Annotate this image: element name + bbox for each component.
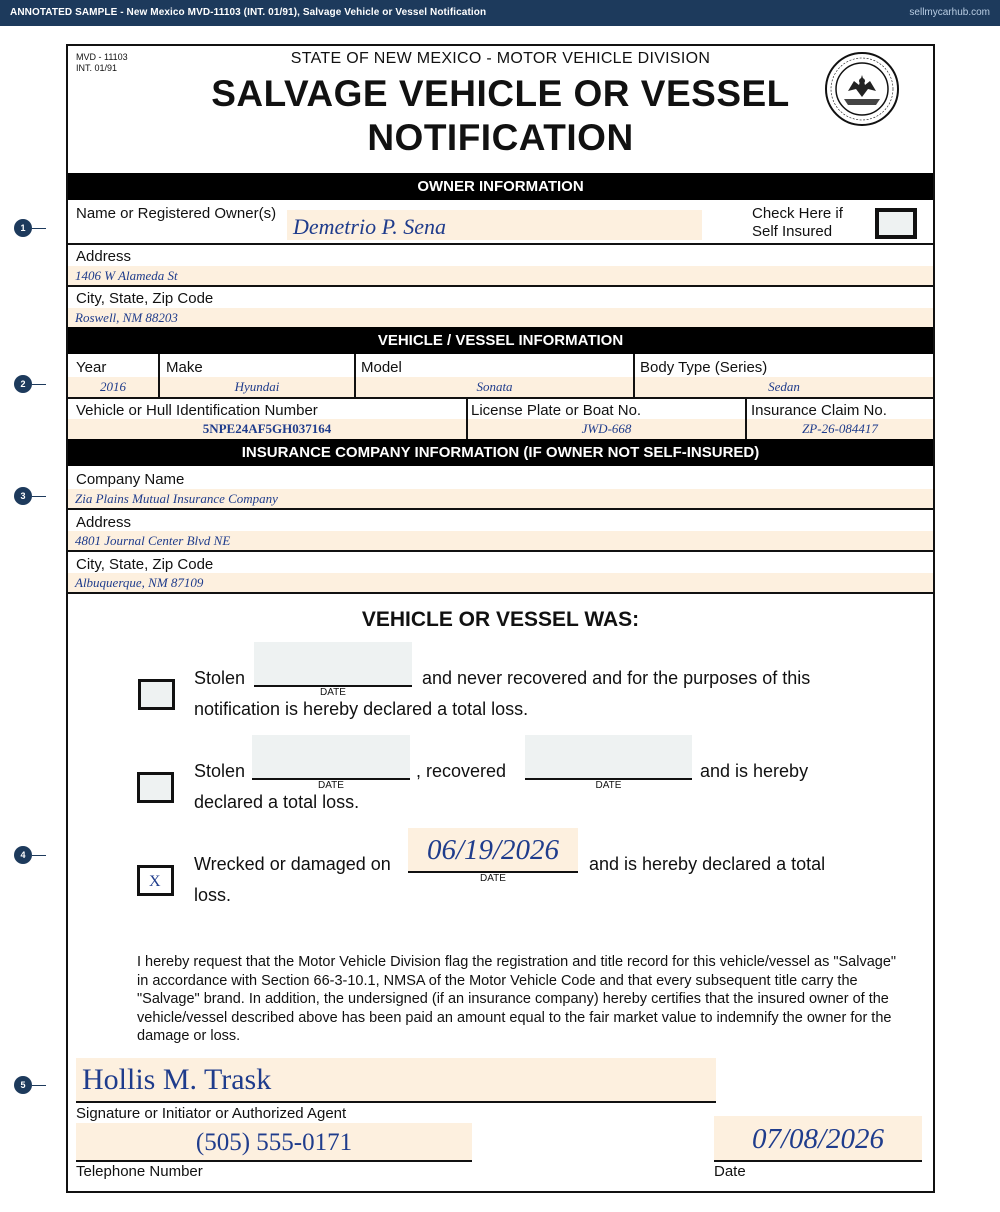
sign-date-label: Date — [714, 1163, 746, 1180]
marker-connector — [32, 496, 46, 497]
company-city-label: City, State, Zip Code — [76, 556, 214, 573]
certification-text: I hereby request that the Motor Vehicle Division flag the registration and title record for this vehicle/vessel as "Salvage" in accordance with Section 66-3-10.1, NMSA of the Motor Vehicle Code and that every subsequent title carry the "Salvage" brand. In addition, the undersigned (if an insurance company) hereby certifies that the insured owner of the vehicle/vessel described above has been paid an amount equal to the fair market value to indemnify the owner for the damage or loss. — [137, 954, 897, 1045]
phone-label: Telephone Number — [76, 1163, 203, 1180]
form-title-line2: NOTIFICATION — [367, 117, 634, 158]
annotation-marker-4: 4 — [14, 846, 32, 864]
model-label: Model — [361, 359, 402, 376]
company-city-value: Albuquerque, NM 87109 — [75, 575, 204, 590]
vin-label: Vehicle or Hull Identification Number — [76, 402, 318, 419]
recovered-date-field[interactable] — [525, 735, 692, 779]
option1-continuation: and never recovered and for the purposes of this — [422, 668, 811, 688]
stolen-recovered-checkbox[interactable] — [137, 772, 174, 803]
annotation-marker-3: 3 — [14, 487, 32, 505]
self-insured-checkbox[interactable] — [875, 208, 917, 239]
marker-connector — [32, 384, 46, 385]
checkbox-mark: X — [149, 873, 161, 890]
option3-continuation: and is hereby declared a total — [589, 854, 826, 874]
damage-date-value: 06/19/2026 — [426, 834, 560, 866]
company-address-value: 4801 Journal Center Blvd NE — [75, 533, 231, 548]
salvage-notification-form — [66, 44, 935, 1193]
stolen-not-recovered-checkbox[interactable] — [138, 679, 175, 710]
option2-line2: declared a total loss. — [194, 792, 360, 812]
annotation-marker-1: 1 — [14, 219, 32, 237]
annotation-marker-2: 2 — [14, 375, 32, 393]
annotation-marker-5: 5 — [14, 1076, 32, 1094]
state-seal-icon — [824, 51, 900, 127]
option3-text: Wrecked or damaged on — [194, 854, 391, 874]
year-value: 2016 — [100, 379, 126, 394]
self-insured-label: Check Here if Self Insured — [752, 205, 843, 240]
signature-value: Hollis M. Trask — [82, 1063, 272, 1096]
make-value: Hyundai — [234, 379, 280, 394]
divider — [68, 397, 933, 399]
option1-line2: notification is hereby declared a total loss. — [194, 699, 529, 719]
divider — [68, 243, 933, 245]
divider — [68, 285, 933, 287]
owner-city-label: City, State, Zip Code — [76, 290, 214, 307]
vin-value: 5NPE24AF5GH037164 — [202, 421, 332, 436]
date-caption: DATE — [595, 780, 622, 791]
company-address-label: Address — [76, 514, 132, 531]
claim-value: ZP-26-084417 — [802, 421, 878, 436]
signature-label: Signature or Initiator or Authorized Agent — [76, 1105, 347, 1122]
divider — [68, 508, 933, 510]
stolen-date-field-2[interactable] — [252, 735, 410, 779]
model-value: Sonata — [476, 379, 513, 394]
body-type-value: Sedan — [768, 379, 800, 394]
vehicle-section-header: VEHICLE / VESSEL INFORMATION — [68, 327, 933, 354]
divider — [68, 550, 933, 552]
form-title-line1: SALVAGE VEHICLE OR VESSEL — [211, 73, 790, 114]
make-label: Make — [166, 359, 203, 376]
date-caption: DATE — [320, 687, 346, 698]
agency-name: STATE OF NEW MEXICO - MOTOR VEHICLE DIVISION — [290, 50, 711, 67]
banner-site-link[interactable]: sellmycarhub.com — [909, 7, 990, 18]
plate-value: JWD-668 — [581, 421, 632, 436]
phone-value: (505) 555-0171 — [195, 1129, 353, 1156]
owner-city-value: Roswell, NM 88203 — [75, 310, 178, 325]
annotation-banner — [0, 0, 1000, 26]
option2-continuation: and is hereby — [700, 761, 809, 781]
company-name-label: Company Name — [76, 471, 185, 488]
stolen-date-field[interactable] — [254, 642, 412, 686]
divider — [68, 592, 933, 594]
option3-line2: loss. — [194, 885, 232, 905]
marker-connector — [32, 855, 46, 856]
banner-title: ANNOTATED SAMPLE - New Mexico MVD-11103 (INT. 01/91), Salvage Vehicle or Vessel Notification — [10, 7, 487, 18]
sign-date-underline — [714, 1160, 922, 1162]
signature-underline — [76, 1101, 716, 1103]
sign-date-value: 07/08/2026 — [751, 1123, 885, 1155]
owner-name-value: Demetrio P. Sena — [293, 214, 446, 239]
date-caption: DATE — [480, 873, 506, 884]
claim-label: Insurance Claim No. — [751, 402, 887, 419]
owner-city-field[interactable] — [68, 308, 933, 327]
body-type-label: Body Type (Series) — [640, 359, 768, 376]
marker-connector — [32, 228, 46, 229]
owner-name-label: Name or Registered Owner(s) — [76, 205, 277, 222]
owner-address-value: 1406 W Alameda St — [75, 268, 178, 283]
insurance-section-header: INSURANCE COMPANY INFORMATION (IF OWNER NOT SELF-INSURED) — [68, 439, 933, 466]
year-label: Year — [76, 359, 107, 376]
form-code: MVD - 11103 INT. 01/91 — [76, 52, 128, 73]
owner-address-label: Address — [76, 248, 132, 265]
owner-section-header: OWNER INFORMATION — [68, 173, 933, 200]
option2-text: Stolen — [194, 761, 246, 781]
marker-connector — [32, 1085, 46, 1086]
company-name-value: Zia Plains Mutual Insurance Company — [75, 491, 278, 506]
option2-recovered-text: , recovered — [416, 761, 507, 781]
status-heading: VEHICLE OR VESSEL WAS: — [361, 608, 640, 631]
date-caption: DATE — [318, 780, 344, 791]
option1-text: Stolen — [194, 668, 246, 688]
plate-label: License Plate or Boat No. — [471, 402, 642, 419]
phone-underline — [76, 1160, 472, 1162]
owner-address-field[interactable] — [68, 266, 933, 285]
